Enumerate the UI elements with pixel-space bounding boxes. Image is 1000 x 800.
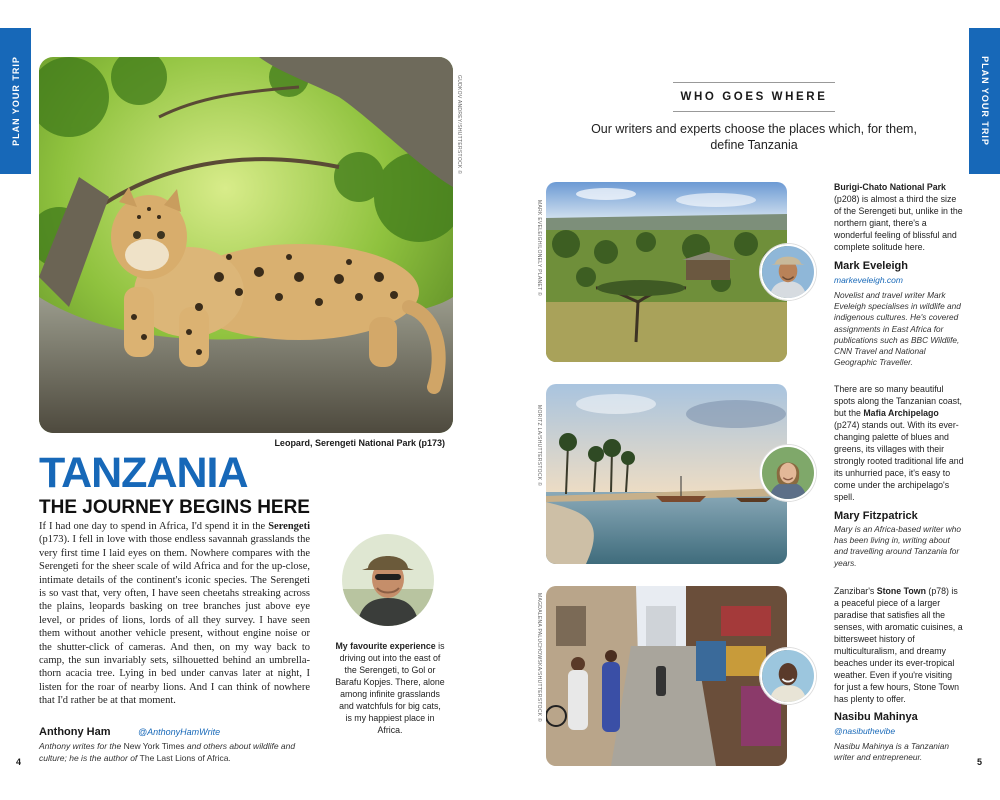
page-subtitle: THE JOURNEY BEGINS HERE bbox=[39, 497, 310, 518]
photo-credit: MARK EVELEIGH/LONELY PLANET © bbox=[536, 200, 542, 297]
page-number-left: 4 bbox=[16, 757, 22, 767]
page-number-right: 5 bbox=[977, 757, 983, 767]
photo-caption: Leopard, Serengeti National Park (p173) bbox=[274, 438, 445, 448]
writer-website-link[interactable]: markeveleigh.com bbox=[834, 275, 903, 285]
burigi-chato-link: Burigi-Chato National Park bbox=[834, 182, 946, 192]
page-title: TANZANIA bbox=[39, 449, 248, 497]
mafia-archipelago-photo bbox=[546, 384, 787, 564]
photo-credit: GUDKOV ANDREY/SHUTTERSTOCK © bbox=[456, 75, 462, 175]
author-name: Anthony Ham bbox=[39, 726, 111, 738]
plan-your-trip-tab-right[interactable] bbox=[969, 28, 1000, 174]
tab-label: PLAN YOUR TRIP bbox=[10, 56, 21, 146]
photo-credit: MAGDALENA PALUCHOWSKA/SHUTTERSTOCK © bbox=[536, 593, 542, 723]
section-heading: WHO GOES WHERE bbox=[680, 91, 828, 103]
intro-paragraph: If I had one day to spend in Africa, I'd spend it in the Serengeti (p173). I fell in love with those endless savannah grasslands the very first time I laid eyes on them. Nowhere compares with the Serengeti for the sheer scale of wild Africa and for the up-close, intimate details of the continent's iconic species. The Serengeti is so vast that, very often, I have seen cheetahs streaking across the plains, leopards basking on tree branches just above eye level, or prides of lions, lords of all they survey. I have seen them without another vehicle present, without engine noise or the shutter-click of cameras. And then, on my way back to camp, the sun invariably sets, silhouetted behind an umbrella-thorn acacia tree. Lying in bed under canvas later at night, I listen for the roar of nearby lions. And I can think of nowhere that I'd rather be at that moment. bbox=[39, 521, 310, 707]
mark-eveleigh-avatar bbox=[760, 244, 816, 300]
entry-1-text: Burigi-Chato National Park (p208) is almost a third the size of the Serengeti but, unlike in the northern giant, there's a wonderful feeling of blissful and complete solitude here. bbox=[834, 182, 963, 252]
photo-credit: MORITZ LA/SHUTTERSTOCK © bbox=[536, 405, 542, 487]
heading-rule-top bbox=[673, 82, 835, 83]
writer-bio: Mary is an Africa-based writer who has been living in, writing about and travelling around Tanzania for years. bbox=[834, 524, 961, 568]
stone-town-link: Stone Town bbox=[876, 586, 926, 596]
favourite-experience: My favourite experience is driving out into the east of the Serengeti, to Gol or Barafu Kopjes. There, alone among infinite grasslands and watchfuls for big cats, is my happiest place in Africa. bbox=[335, 641, 445, 735]
tab-label: PLAN YOUR TRIP bbox=[979, 56, 990, 146]
serengeti-link: Serengeti bbox=[268, 521, 310, 532]
entry-2-text: There are so many beautiful spots along the Tanzanian coast, but the Mafia Archipelago (p274) stands out. With its ever-changing palette of blues and greens, its villages with their strongly rooted traditional life and its unhurried pace, it's easy to come under the archipelago's spell. bbox=[834, 384, 964, 502]
heading-rule-bottom bbox=[673, 111, 835, 112]
writer-handle-link[interactable]: @nasibuthevibe bbox=[834, 726, 896, 736]
mafia-archipelago-link: Mafia Archipelago bbox=[863, 408, 939, 418]
leopard-photo bbox=[39, 57, 453, 433]
author-handle-link[interactable]: @AnthonyHamWrite bbox=[138, 727, 221, 737]
writer-bio: Nasibu Mahinya is a Tanzanian writer and entrepreneur. bbox=[834, 741, 949, 763]
stone-town-photo bbox=[546, 586, 787, 766]
entry-3-text: Zanzibar's Stone Town (p78) is a peaceful piece of a larger paradise that satisfies all the senses, with aromatic cuisines, a bittersweet history of multiculturalism, and dreamy beaches under its ever-tropical weather. Even if you're visiting for just a few hours, Stone Town has plenty to offer. bbox=[834, 586, 963, 704]
writer-name: Nasibu Mahinya bbox=[834, 711, 918, 723]
author-avatar bbox=[342, 534, 434, 626]
writer-name: Mark Eveleigh bbox=[834, 260, 908, 272]
plan-your-trip-tab-left[interactable] bbox=[0, 28, 31, 174]
writer-bio: Novelist and travel writer Mark Eveleigh specialises in wildlife and indigenous cultures. He's covered assignments in East Africa for publications such as BBC Wildlife, CNN Travel and National Geographic Traveller. bbox=[834, 290, 961, 368]
mary-fitzpatrick-avatar bbox=[760, 445, 816, 501]
author-bio: Anthony writes for the New York Times and others about wildlife and culture; he is the author of The Last Lions of Africa. bbox=[39, 741, 296, 763]
writer-name: Mary Fitzpatrick bbox=[834, 510, 918, 522]
burigi-chato-photo bbox=[546, 182, 787, 362]
nasibu-mahinya-avatar bbox=[760, 648, 816, 704]
section-subheading: Our writers and experts choose the places which, for them, define Tanzania bbox=[591, 122, 917, 152]
